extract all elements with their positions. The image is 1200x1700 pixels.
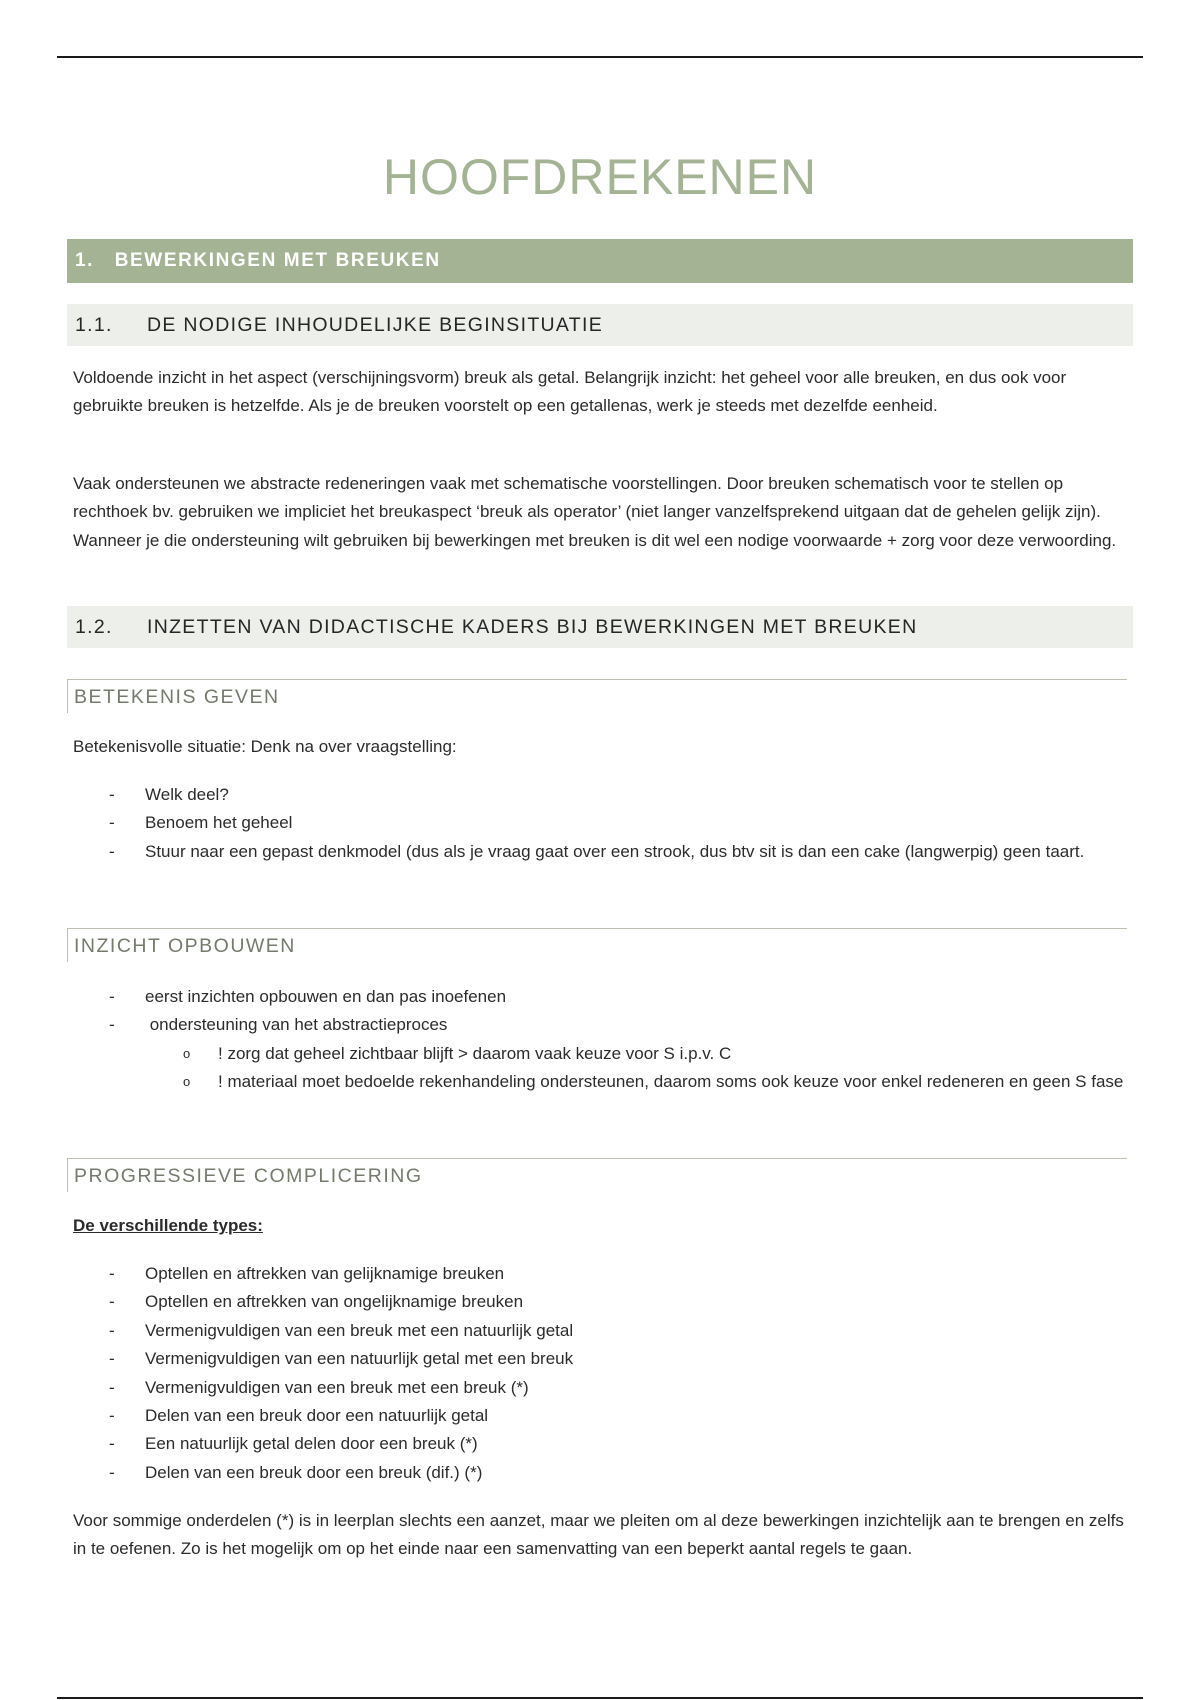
list-item-text: Vermenigvuldigen van een breuk met een breuk (*) — [145, 1377, 529, 1397]
list-item-text: Vermenigvuldigen van een natuurlijk getal met een breuk — [145, 1349, 574, 1369]
section-1-2-heading — [67, 606, 1133, 648]
list-item-text: Een natuurlijk getal delen door een breuk (*) — [145, 1434, 478, 1454]
section-1-2-number: 1.2. — [75, 616, 113, 638]
dash-bullet: - — [109, 1406, 115, 1426]
page-title: HOOFDREKENEN — [382, 149, 818, 205]
list-item-text: Welk deel? — [145, 785, 229, 804]
paragraph-beginsituatie-2: Vaak ondersteunen we abstracte redeneringen vaak met schematische voorstellingen. Door breuken schematisch voor te stellen op rechthoek bv. gebruiken we impliciet het breukaspect ‘breuk als operator’ (niet langer vanzelfsprekend uitgaan dat de gehelen gelijk zijn). Wanneer je die ondersteuning wilt gebruiken bij bewerkingen met breuken is dit wel een nodige voorwaarde + zorg voor deze verwoording. — [73, 474, 1117, 550]
list-item-text: eerst inzichten opbouwen en dan pas inoefenen — [145, 987, 507, 1006]
list-item — [0, 1459, 1125, 1487]
dash-bullet: - — [109, 1320, 115, 1340]
list-item — [0, 838, 1125, 866]
section-1-1-title: DE NODIGE INHOUDELIJKE BEGINSITUATIE — [147, 314, 604, 336]
list-item — [0, 983, 1125, 1011]
list-item — [0, 1430, 1125, 1458]
inzicht-list — [0, 983, 1130, 1097]
dash-bullet: - — [109, 1349, 115, 1369]
sub-list-item — [0, 1040, 1130, 1068]
dash-bullet: - — [109, 785, 115, 804]
list-item-text: Stuur naar een gepast denkmodel (dus als je vraag gaat over een strook, dus btv sit is dan een cake (langwerpig) geen taart. — [145, 841, 1085, 861]
list-item — [0, 781, 1125, 809]
paragraph-beginsituatie-1: Voldoende inzicht in het aspect (verschijningsvorm) breuk als getal. Belangrijk inzicht: het geheel voor alle breuken, en dus ook voor gebruikte breuken is hetzelfde. Als je de breuken voorstelt op een getallenas, werk je steeds met dezelfde eenheid. — [73, 368, 1067, 416]
section-1-title: BEWERKINGEN MET BREUKEN — [114, 250, 441, 271]
section-1-2-title: INZETTEN VAN DIDACTISCHE KADERS BIJ BEWERKINGEN MET BREUKEN — [147, 616, 918, 638]
dash-bullet: - — [109, 1434, 115, 1454]
dash-bullet: - — [109, 987, 115, 1006]
section-1-1-heading — [67, 304, 1133, 346]
list-item — [0, 1288, 1125, 1316]
dash-bullet: - — [109, 1264, 115, 1283]
list-item-text: Optellen en aftrekken van gelijknamige breuken — [145, 1264, 505, 1283]
dash-bullet: - — [109, 1292, 115, 1312]
dash-bullet: - — [109, 841, 115, 861]
list-item — [0, 1011, 1125, 1039]
dash-bullet: - — [109, 1015, 115, 1035]
closing-paragraph: Voor sommige onderdelen (*) is in leerplan slechts een aanzet, maar we pleiten om al deze bewerkingen inzichtelijk aan te brengen en zelfs in te oefenen. Zo is het mogelijk om op het einde naar een samenvatting van een beperkt aantal regels te gaan. — [73, 1511, 1124, 1559]
list-item-text: Delen van een breuk door een breuk (dif.) (*) — [145, 1462, 483, 1482]
sub-list-item — [0, 1068, 1130, 1096]
list-item-text: Vermenigvuldigen van een breuk met een natuurlijk getal — [145, 1320, 574, 1340]
list-item — [0, 1260, 1125, 1288]
sub-list-item-text: ! materiaal moet bedoelde rekenhandeling ondersteunen, daarom soms ook keuze voor enkel redeneren en geen S fase — [218, 1072, 1124, 1092]
list-item — [0, 1374, 1125, 1402]
betekenis-intro: Betekenisvolle situatie: Denk na over vraagstelling: — [73, 737, 457, 756]
bottom-rule — [57, 1697, 1143, 1699]
betekenis-list — [0, 781, 1125, 866]
types-list — [0, 1260, 1125, 1487]
types-subheading: De verschillende types: — [73, 1216, 263, 1235]
subheading-progressieve-complicering: PROGRESSIEVE COMPLICERING — [67, 1158, 1127, 1192]
circle-bullet: o — [183, 1074, 191, 1090]
sub-list-item-text: ! zorg dat geheel zichtbaar blijft > daarom vaak keuze voor S i.p.v. C — [218, 1043, 732, 1063]
list-item — [0, 1402, 1125, 1430]
list-item-text: Delen van een breuk door een natuurlijk getal — [145, 1406, 489, 1426]
circle-bullet: o — [183, 1045, 191, 1061]
section-1-number: 1. — [75, 250, 95, 271]
top-rule — [57, 56, 1143, 58]
dash-bullet: - — [109, 1462, 115, 1482]
list-item-text: Benoem het geheel — [145, 813, 293, 833]
list-item — [0, 809, 1125, 837]
subheading-betekenis-geven: BETEKENIS GEVEN — [67, 679, 1127, 713]
dash-bullet: - — [109, 813, 115, 833]
dash-bullet: - — [109, 1377, 115, 1397]
section-1-1-number: 1.1. — [75, 314, 113, 336]
list-item-text: ondersteuning van het abstractieproces — [145, 1015, 448, 1035]
list-item-text: Optellen en aftrekken van ongelijknamige breuken — [145, 1292, 524, 1312]
list-item — [0, 1317, 1125, 1345]
subheading-inzicht-opbouwen: INZICHT OPBOUWEN — [67, 928, 1127, 962]
section-1-heading — [67, 239, 1133, 283]
list-item — [0, 1345, 1125, 1373]
